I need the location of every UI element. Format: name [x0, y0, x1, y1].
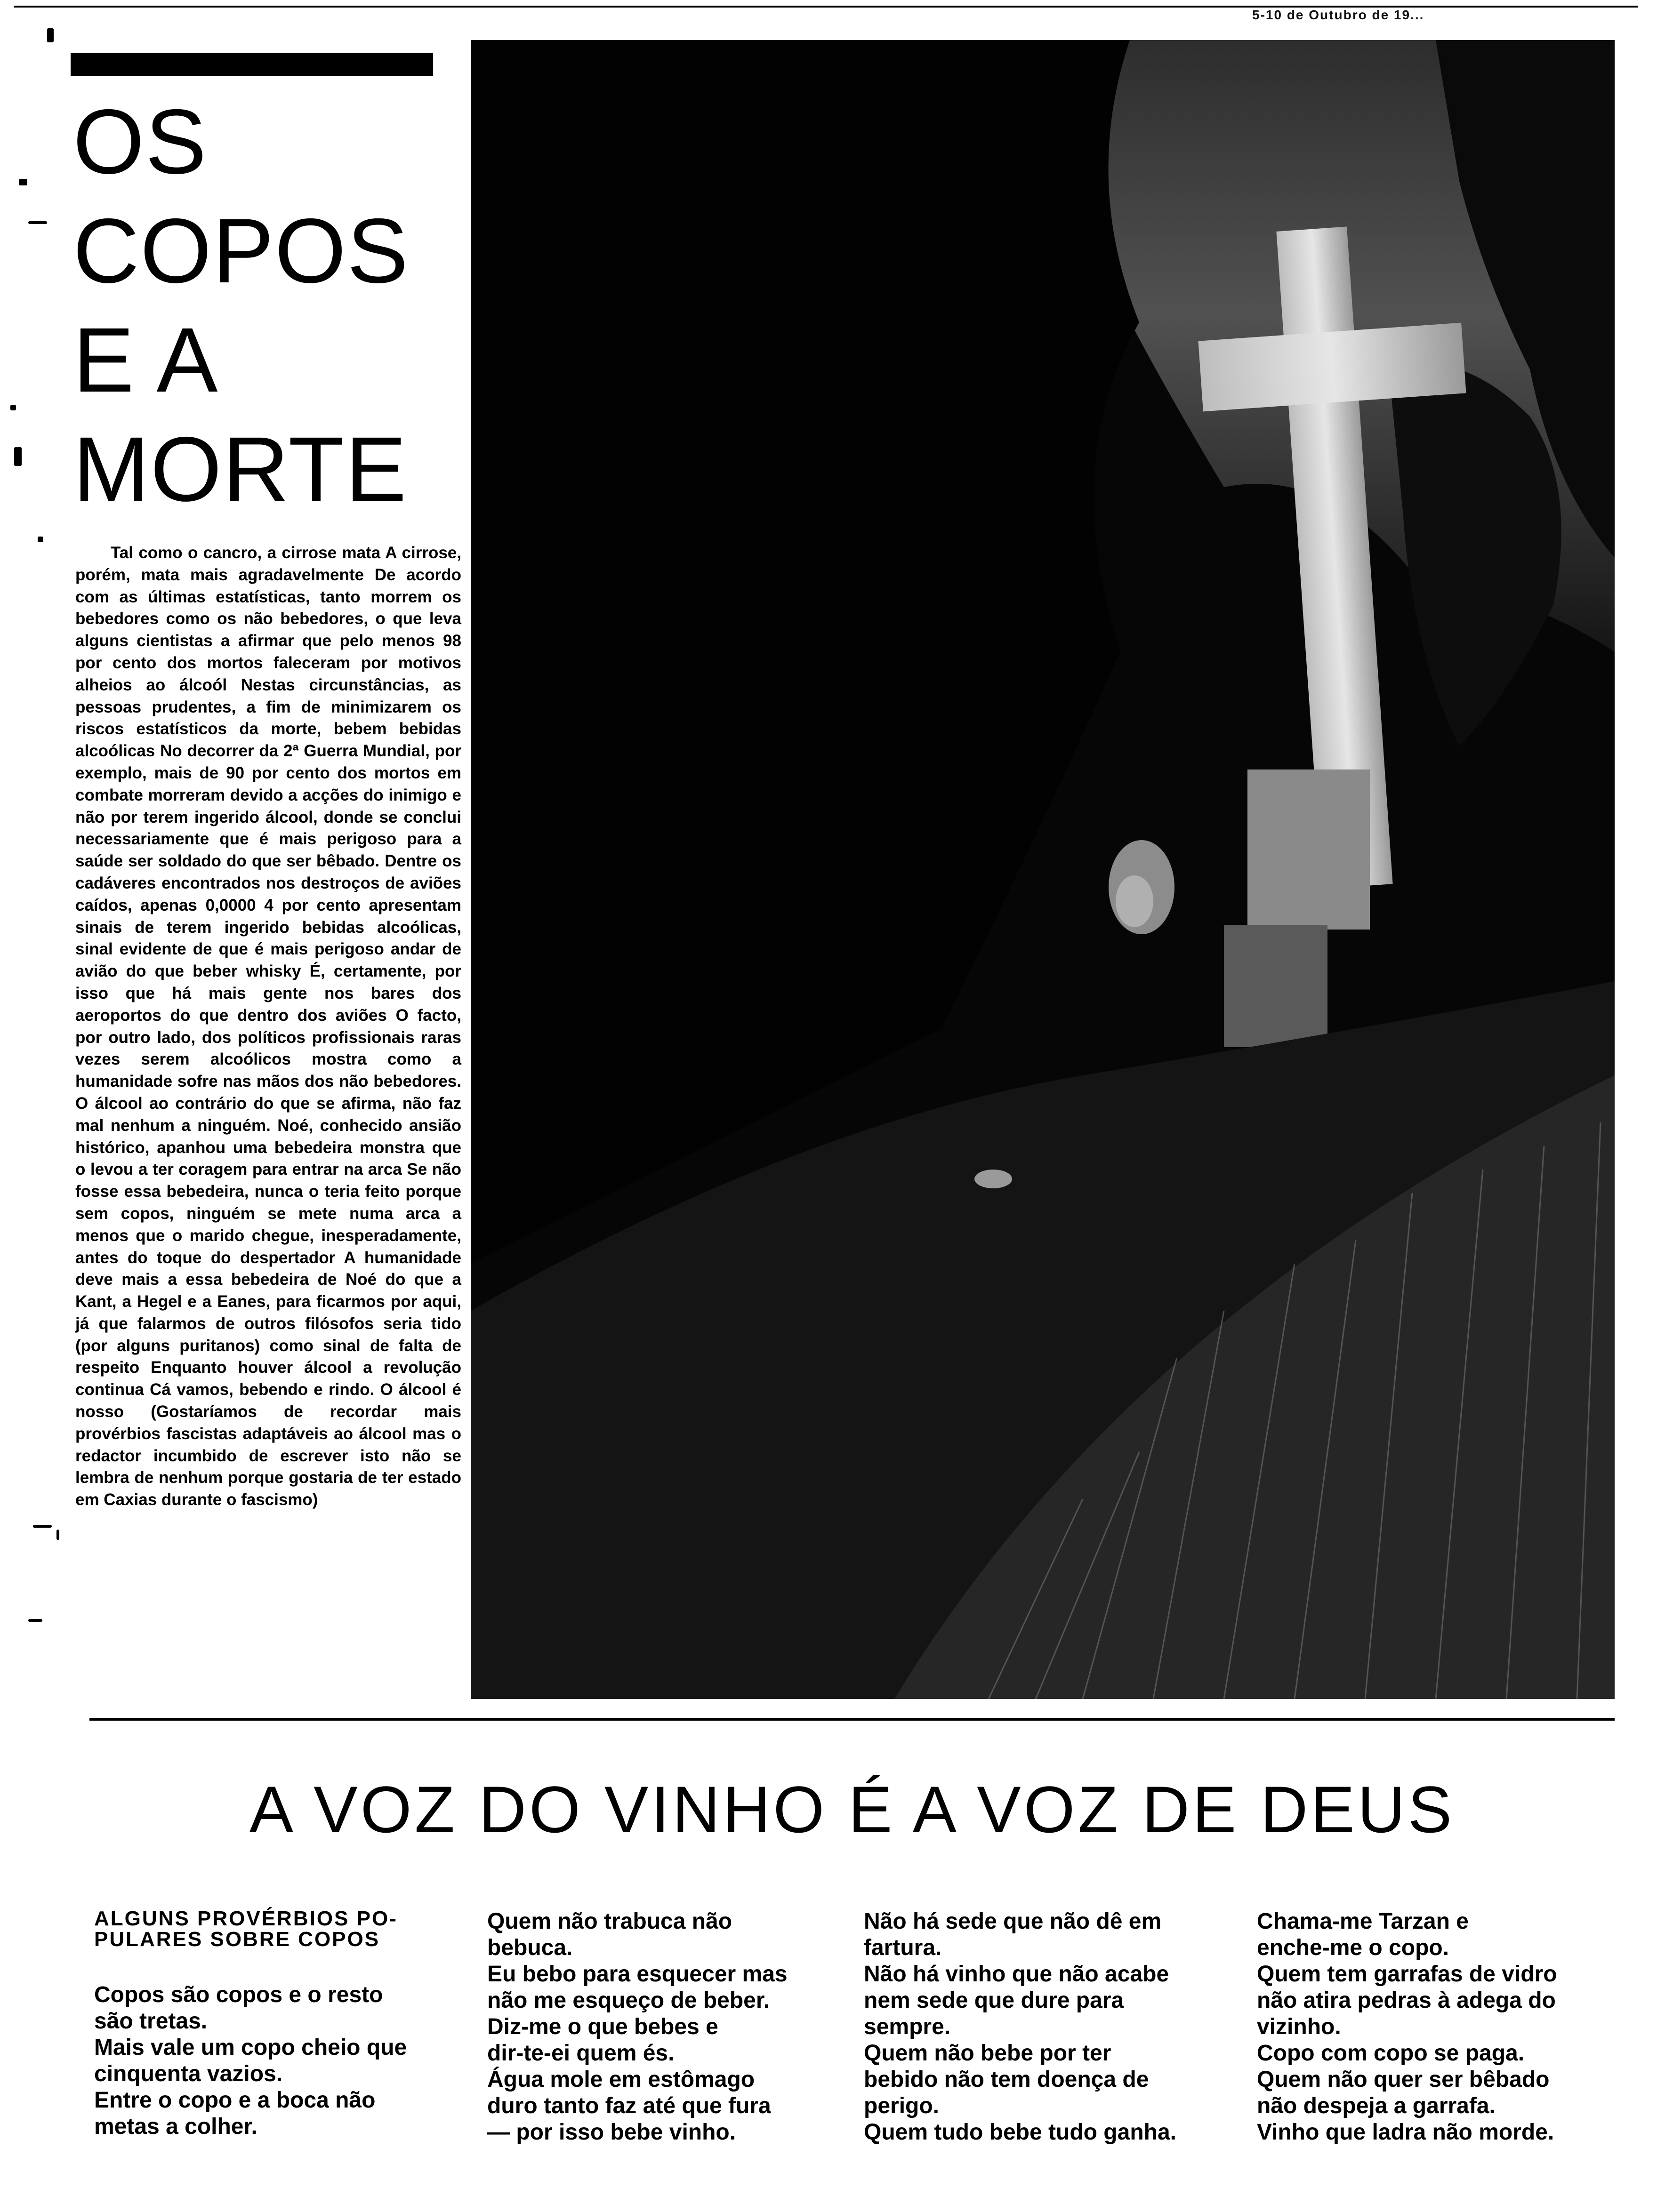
proverb-line: são tretas.	[94, 2009, 208, 2034]
proverb-line: não me esqueço de beber.	[487, 1988, 770, 2013]
proverb-line: não atira pedras à adega do	[1257, 1988, 1556, 2013]
proverb-line: Quem tem garrafas de vidro	[1257, 1962, 1557, 1987]
proverb-line: bebido não tem doença de	[864, 2067, 1149, 2092]
section-divider	[89, 1718, 1615, 1721]
headline-line-1: OS	[73, 90, 208, 193]
proverb-line: Eu bebo para esquecer mas	[487, 1962, 788, 1987]
proverb-line: metas a colher.	[94, 2114, 257, 2139]
article-body: Tal como o cancro, a cirrose mata A cirrose, porém, mata mais agradavelmente De acordo com as últimas estatísticas, tanto morrem os bebedores como os não bebedores, o que leva alguns cientistas a afirmar que pelo menos 98 por cento dos mortos faleceram por motivos alheios ao álcoól Nestas circunstâncias, as pessoas prudentes, a fim de minimizarem os riscos estatísticos da morte, bebem bebidas alcoólicas No decorrer da 2ª Guerra Mundial, por exemplo, mais de 90 por cento dos mortos em combate morreram devido a acções do inimigo e não por terem ingerido álcool, donde se conclui necessariamente que é mais perigoso para a saúde ser soldado do que ser bêbado. Dentre os cadáveres encontrados nos destroços de aviões caídos, apenas 0,0000 4 por cento apresentam sinais de terem ingerido bebidas alcoólicas, sinal evidente de que é mais perigoso andar de avião do que beber whisky É, certamente, por isso que há mais gente nos bares dos aeroportos do que dentro dos aviões O facto, por outro lado, dos políticos profissionais raras vezes serem alcoólicos mostra como a humanidade sofre nas mãos dos não bebedores. O álcool ao contrário do que se afirma, não faz mal nenhum a ninguém. Noé, conhecido ansião histórico, apanhou uma bebedeira monstra que o levou a ter coragem para entrar na arca Se não fosse essa bebedeira, nunca o teria feito porque sem copos, ninguém se mete numa arca a menos que o marido chegue, inesperadamente, antes do toque do despertador A humanidade deve mais a essa bebedeira de Noé do que a Kant, a Hegel e a Eanes, para ficarmos por aqui, já que falarmos de outros filósofos seria tido (por alguns puritanos) como sinal de falta de respeito Enquanto houver álcool a revolução continua Cá vamos, bebendo e rindo. O álcool é nosso (Gostaríamos de recordar mais provérbios fascistas adaptáveis ao álcool mas o redactor incumbido de escrever isto não se lembra de nenhum porque gostaria de ter estado em Caxias durante o fascismo)	[75, 544, 461, 1509]
proverbs-column-1	[94, 1908, 471, 2140]
proverb-line: Mais vale um copo cheio que	[94, 2035, 407, 2060]
intro-line: ALGUNS PROVÉRBIOS PO-	[94, 1907, 398, 1930]
proverb-line: Quem não quer ser bêbado	[1257, 2067, 1550, 2092]
proverb-line: Copos são copos e o resto	[94, 1982, 383, 2007]
proverb-line: sempre.	[864, 2014, 951, 2039]
proverb-line: Diz-me o que bebes e	[487, 2014, 718, 2039]
proverbs-intro	[94, 1908, 471, 1950]
proverb-line: Quem não trabuca não	[487, 1909, 732, 1934]
proverb-line: Copo com copo se paga.	[1257, 2041, 1525, 2066]
proverb-line: bebuca.	[487, 1935, 573, 1960]
photo-illustration	[471, 40, 1615, 1699]
proverb-line: Quem tudo bebe tudo ganha.	[864, 2120, 1176, 2145]
proverb-line: Vinho que ladra não morde.	[1257, 2120, 1554, 2145]
headline-line-2: COPOS	[73, 200, 410, 302]
intro-line: PULARES SOBRE COPOS	[94, 1928, 380, 1951]
proverb-line: não despeja a garrafa.	[1257, 2093, 1496, 2118]
headline-line-4: MORTE	[73, 418, 408, 521]
proverbs-column-4	[1257, 1908, 1624, 2146]
proverbs-heading: A VOZ DO VINHO É A VOZ DE DEUS	[249, 1772, 1455, 1846]
proverb-line: Água mole em estômago	[487, 2067, 755, 2092]
proverb-line: Não há vinho que não acabe	[864, 1962, 1169, 1987]
proverb-line: — por isso bebe vinho.	[487, 2120, 736, 2145]
proverb-line: perigo.	[864, 2093, 940, 2118]
title-bar	[71, 53, 433, 76]
header-date: 5-10 de Outubro de 19...	[1252, 8, 1424, 22]
proverb-line: fartura.	[864, 1935, 942, 1960]
proverbs-column-3	[864, 1908, 1240, 2146]
proverb-line: Não há sede que não dê em	[864, 1909, 1162, 1934]
article-headline	[73, 87, 450, 524]
proverb-line: nem sede que dure para	[864, 1988, 1124, 2013]
proverb-line: Entre o copo e a boca não	[94, 2088, 376, 2113]
proverbs-column-2	[487, 1908, 854, 2146]
proverb-line: dir-te-ei quem és.	[487, 2041, 675, 2066]
cemetery-cross-photo	[471, 40, 1615, 1699]
proverb-line: duro tanto faz até que fura	[487, 2093, 771, 2118]
proverb-line: vizinho.	[1257, 2014, 1341, 2039]
proverb-line: Quem não bebe por ter	[864, 2041, 1111, 2066]
headline-line-3: E A	[73, 309, 219, 411]
proverb-line: enche-me o copo.	[1257, 1935, 1449, 1960]
proverb-line: cinquenta vazios.	[94, 2061, 283, 2086]
proverb-line: Chama-me Tarzan e	[1257, 1909, 1469, 1934]
